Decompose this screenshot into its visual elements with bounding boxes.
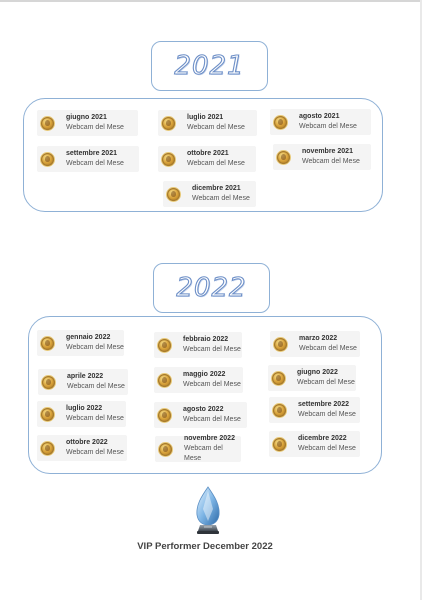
top-edge-line <box>0 0 422 2</box>
award-title: ottobre 2022 <box>66 439 108 446</box>
gold-medal-icon <box>167 188 180 201</box>
award-subtitle: Webcam del Mese <box>67 383 125 390</box>
award-card-giugno-2021 <box>37 110 138 136</box>
award-subtitle: Webcam del Mese <box>302 158 360 165</box>
award-subtitle: Webcam del Mese <box>66 344 124 351</box>
year-heading-2022 <box>153 263 270 313</box>
award-subtitle: Webcam del Mese <box>66 124 124 131</box>
award-subtitle: Webcam del Mese <box>299 345 357 352</box>
award-title: novembre 2022 <box>184 435 235 442</box>
award-title: settembre 2021 <box>66 150 117 157</box>
year-label-2021: 2021 <box>174 51 245 81</box>
award-subtitle: Webcam del Mese <box>299 123 357 130</box>
award-title: settembre 2022 <box>298 401 349 408</box>
award-card-luglio-2021 <box>158 110 257 136</box>
award-subtitle: Webcam del Mese <box>183 346 241 353</box>
award-card-ottobre-2022 <box>37 435 127 461</box>
award-subtitle: Webcam del Mese <box>183 416 241 423</box>
award-card-ottobre-2021 <box>158 146 256 172</box>
award-subtitle: Webcam del Mese <box>184 445 223 462</box>
gold-medal-icon <box>158 409 171 422</box>
gold-medal-icon <box>159 443 172 456</box>
gold-medal-icon <box>273 438 286 451</box>
award-subtitle: Webcam del Mese <box>66 415 124 422</box>
award-subtitle: Webcam del Mese <box>66 160 124 167</box>
award-subtitle: Webcam del Mese <box>192 195 250 202</box>
award-card-agosto-2021 <box>270 109 371 135</box>
award-title: giugno 2021 <box>66 114 107 121</box>
award-title: aprile 2022 <box>67 373 104 380</box>
award-title: luglio 2021 <box>187 114 224 121</box>
award-subtitle: Webcam del Mese <box>297 379 355 386</box>
award-title: dicembre 2022 <box>298 435 347 442</box>
gold-medal-icon <box>274 116 287 129</box>
gold-medal-icon <box>273 404 286 417</box>
gold-medal-icon <box>41 337 54 350</box>
award-card-novembre-2021 <box>273 144 371 170</box>
award-card-dicembre-2022 <box>269 431 360 457</box>
award-title: febbraio 2022 <box>183 336 229 343</box>
crystal-trophy-icon <box>191 485 225 535</box>
award-title: agosto 2022 <box>183 406 224 413</box>
award-title: dicembre 2021 <box>192 185 241 192</box>
award-title: ottobre 2021 <box>187 150 229 157</box>
award-subtitle: Webcam del Mese <box>187 160 245 167</box>
award-card-novembre-2022 <box>155 436 241 462</box>
gold-medal-icon <box>41 408 54 421</box>
award-subtitle: Webcam del Mese <box>298 445 356 452</box>
award-card-gennaio-2022 <box>37 330 124 356</box>
gold-medal-icon <box>41 442 54 455</box>
gold-medal-icon <box>42 376 55 389</box>
award-subtitle: Webcam del Mese <box>187 124 245 131</box>
award-card-settembre-2021 <box>37 146 139 172</box>
award-card-marzo-2022 <box>270 331 360 357</box>
gold-medal-icon <box>158 374 171 387</box>
award-title: novembre 2021 <box>302 148 353 155</box>
gold-medal-icon <box>162 153 175 166</box>
year-label-2022: 2022 <box>176 273 247 303</box>
gold-medal-icon <box>158 339 171 352</box>
award-title: luglio 2022 <box>66 405 103 412</box>
gold-medal-icon <box>274 338 287 351</box>
award-card-luglio-2022 <box>37 401 126 427</box>
award-title: gennaio 2022 <box>66 334 111 341</box>
award-subtitle: Webcam del Mese <box>183 381 241 388</box>
gold-medal-icon <box>41 153 54 166</box>
award-title: maggio 2022 <box>183 371 226 378</box>
award-subtitle: Webcam del Mese <box>298 411 356 418</box>
gold-medal-icon <box>162 117 175 130</box>
award-title: marzo 2022 <box>299 335 338 342</box>
award-card-dicembre-2021 <box>163 181 256 207</box>
award-title: giugno 2022 <box>297 369 338 376</box>
award-card-agosto-2022 <box>154 402 247 428</box>
award-card-giugno-2022 <box>268 365 356 391</box>
award-title: agosto 2021 <box>299 113 340 120</box>
award-subtitle: Webcam del Mese <box>66 449 124 456</box>
award-card-maggio-2022 <box>154 367 243 393</box>
year-heading-2021 <box>151 41 268 91</box>
award-card-febbraio-2022 <box>154 332 242 358</box>
gold-medal-icon <box>277 151 290 164</box>
vip-performer-label: VIP Performer December 2022 <box>137 541 273 552</box>
award-card-aprile-2022 <box>38 369 128 395</box>
gold-medal-icon <box>41 117 54 130</box>
award-card-settembre-2022 <box>269 397 360 423</box>
gold-medal-icon <box>272 372 285 385</box>
